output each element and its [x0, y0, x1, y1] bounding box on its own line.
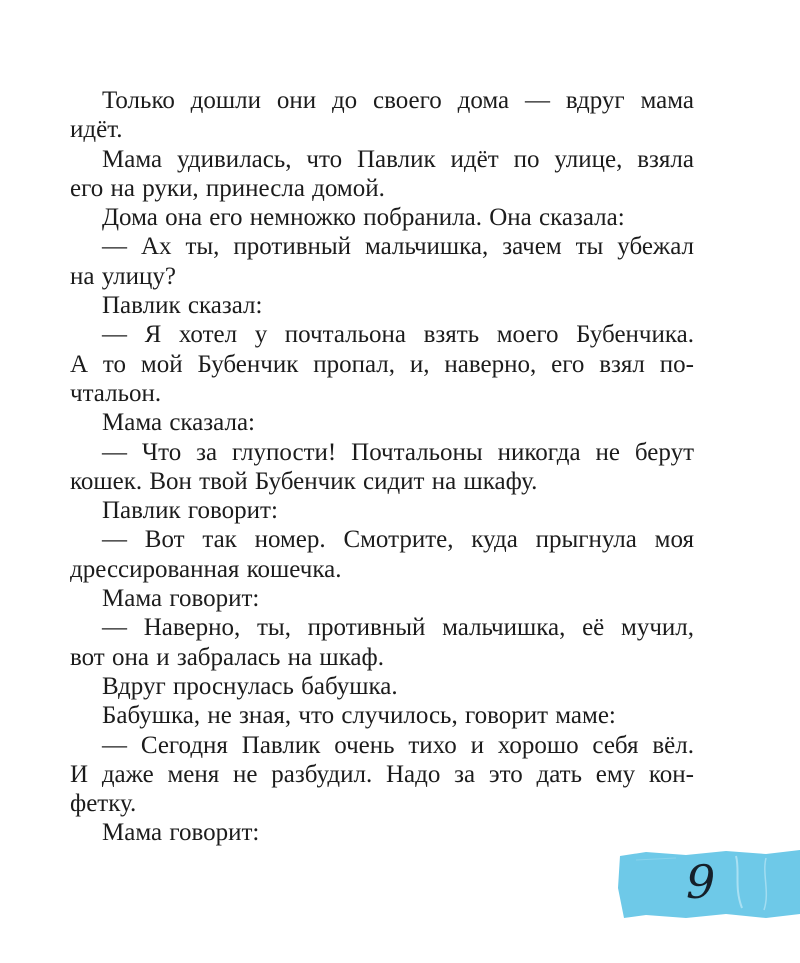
- text-line: его на руки, принесла домой.: [70, 174, 385, 202]
- text-line: — Ах ты, противный мальчишка, зачем ты убежал: [102, 233, 694, 261]
- text-line: идёт.: [70, 116, 123, 144]
- text-line: Мама говорит:: [102, 819, 260, 847]
- story-text: [70, 86, 694, 848]
- page-number: 9: [686, 855, 716, 909]
- text-line: Вдруг проснулась бабушка.: [102, 672, 398, 700]
- text-line: дрессированная кошечка.: [70, 555, 342, 583]
- text-line: Только дошли они до своего дома — вдруг мама: [102, 87, 694, 114]
- text-line: — Что за глупости! Почтальоны никогда не берут: [102, 438, 694, 466]
- text-line: — Наверно, ты, противный мальчишка, её мучил,: [102, 614, 694, 642]
- text-line: Дома она его немножко побранила. Она сказала:: [102, 204, 625, 232]
- text-line: А то мой Бубенчик пропал, и, наверно, его взял по-: [70, 350, 694, 378]
- text-line: чтальон.: [70, 379, 162, 407]
- text-line: на улицу?: [70, 262, 176, 290]
- text-line: Мама говорит:: [102, 585, 260, 613]
- text-line: — Я хотел у почтальона взять моего Бубенчика.: [102, 321, 694, 349]
- text-line: Бабушка, не зная, что случилось, говорит маме:: [102, 702, 616, 730]
- text-line: кошек. Вон твой Бубенчик сидит на шкафу.: [70, 467, 538, 495]
- text-line: — Сегодня Павлик очень тихо и хорошо себя вёл.: [102, 731, 694, 759]
- text-line: фетку.: [70, 790, 137, 818]
- text-line: Павлик говорит:: [102, 497, 278, 525]
- text-line: Мама удивилась, что Павлик идёт по улице, взяла: [102, 145, 694, 173]
- text-line: — Вот так номер. Смотрите, куда прыгнула моя: [102, 526, 694, 554]
- text-line: вот она и забралась на шкаф.: [70, 643, 384, 671]
- text-line: И даже меня не разбудил. Надо за это дать ему кон-: [70, 760, 694, 788]
- text-line: Павлик сказал:: [102, 292, 263, 320]
- text-line: Мама сказала:: [102, 409, 255, 437]
